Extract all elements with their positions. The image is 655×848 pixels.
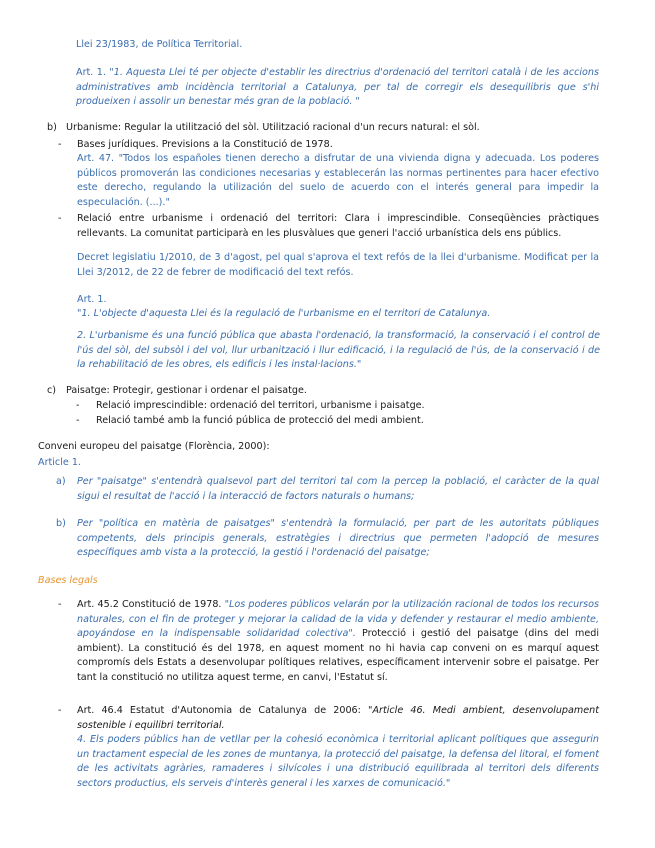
list-marker-c: c) <box>47 385 57 396</box>
art-46-paragraph-4: 4. Els poders públics han de vetllar per la cohesió econòmica i territorial aplicant polítiques que assegurin un tractament especial de les zones de muntanya, la protecció del paisatge, la defensa del litoral, el foment de les activitats agràries, ramaderes i silvícoles i una distribució equilibrada al territori dels diferents sectors productius, els serveis d'interès general i les xarxes de comunicació." <box>77 734 599 789</box>
bullet-dash: - <box>58 705 62 716</box>
art1-paragraph-1: "1. L'objecte d'aquesta Llei és la regulació de l'urbanisme en el territori de Catalunya. <box>77 308 491 319</box>
bullet-relacio-urbanisme: Relació entre urbanisme i ordenació del territori: Clara i imprescindible. Conseqüències pràctiques rellevants. La comunitat participarà en les plusvàlues que generi l'acció urbanística dels ens públics. <box>77 213 599 239</box>
art47-quote: Art. 47. "Todos los españoles tienen derecho a disfrutar de una vivienda digna y adecuada. Los poderes públicos promoverán las condiciones necesarias y establecerán las normas pertinentes para hacer efectivo este derecho, regulando la utilización del suelo de acuerdo con el interés general para impedir la especulación. (...)." <box>77 153 599 208</box>
conveni-article-1: Article 1. <box>38 457 81 468</box>
list-marker-b: b) <box>47 122 57 133</box>
bullet-dash: - <box>76 415 80 426</box>
art1-label: Art. 1. <box>77 294 107 305</box>
article-quote: "1. Aquesta Llei té per objecte d'establir les directrius d'ordenació del territori català i de les accions administratives amb incidència territorial a Catalunya, per tal de corregir els desequilibris que s'hi produeixen i assolir un benestar més gran de la població. " <box>76 67 599 108</box>
art-45-2-label: Art. 45.2 Constitució de 1978. <box>77 599 225 610</box>
decret-legislatiu: Decret legislatiu 1/2010, de 3 d'agost, pel qual s'aprova el text refós de la llei d'urbanisme. Modificat per la Llei 3/2012, de 22 de febrer de modificació del text refós. <box>77 252 599 278</box>
bullet-dash: - <box>58 139 62 150</box>
list-marker-b: b) <box>56 518 66 529</box>
law-title: Llei 23/1983, de Política Territorial. <box>76 39 243 50</box>
bullet-art-45-2 <box>77 598 599 686</box>
bullet-dash: - <box>58 213 62 224</box>
list-marker-a: a) <box>56 476 66 487</box>
bullet-art-46-4 <box>77 704 599 733</box>
paisatge-heading: Paisatge: Protegir, gestionar i ordenar el paisatge. <box>66 385 307 396</box>
bullet-bases-juridiques: Bases jurídiques. Previsions a la Constitució de 1978. <box>77 139 333 150</box>
art1-paragraph-2: 2. L'urbanisme és una funció pública que abasta l'ordenació, la transformació, la conservació i el control de l'ús del sòl, del subsòl i del vol, llur urbanització i llur edificació, i la regulació de l'ús, de la conservació i de la rehabilitació de les obres, els edificis i les instal·lacions." <box>77 330 600 371</box>
bullet-relacio-imprescindible: Relació imprescindible: ordenació del territori, urbanisme i paisatge. <box>96 400 425 411</box>
art-46-quote-title: "Article 46. Medi ambient, desenvolupament sostenible i equilibri territorial. <box>77 705 599 731</box>
definicio-paisatge: Per "paisatge" s'entendrà qualsevol part del territori tal com la percep la població, el caràcter de la qual sigui el resultat de l'acció i la interacció de factors naturals o humans; <box>77 476 599 502</box>
article-label: Art. 1. <box>76 67 106 78</box>
art-46-4-label: Art. 46.4 Estatut d'Autonomia de Catalunya de 2006: <box>77 705 369 716</box>
urbanisme-heading: Urbanisme: Regular la utilització del sòl. Utilització racional d'un recurs natural: el sòl. <box>66 122 480 133</box>
art-45-2-quote: "Los poderes públicos velarán por la utilización racional de todos los recursos naturales, con el fin de proteger y mejorar la calidad de la vida y defender y restaurar el medio ambiente, apoyándose en la indispensable solidaridad colectiva". <box>77 599 599 640</box>
art-45-2-commentary: Protecció i gestió del paisatge (dins del medi ambient). La constitució és del 1978, en aquest moment no hi havia cap conveni on es marquí aquest compromís dels Estats a desenvolupar polítiques relatives, específicament intervenir sobre el paisatge. Per tant la constitució no utilitza aquest terme, en canvi, l'Estatut sí. <box>77 628 599 683</box>
conveni-europeu: Conveni europeu del paisatge (Florència, 2000): <box>38 441 270 452</box>
definicio-politica-paisatges: Per "política en matèria de paisatges" s'entendrà la formulació, per part de les autoritats públiques competents, dels principis generals, estratègies i directrius que permeten l'adopció de mesures específiques amb vista a la protecció, la gestió i l'ordenació del paisatge; <box>77 518 599 559</box>
law-article-1 <box>76 66 599 110</box>
bullet-dash: - <box>58 599 62 610</box>
bullet-relacio-medi-ambient: Relació també amb la funció pública de protecció del medi ambient. <box>96 415 424 426</box>
bases-legals-heading: Bases legals <box>38 575 98 586</box>
bullet-dash: - <box>76 400 80 411</box>
